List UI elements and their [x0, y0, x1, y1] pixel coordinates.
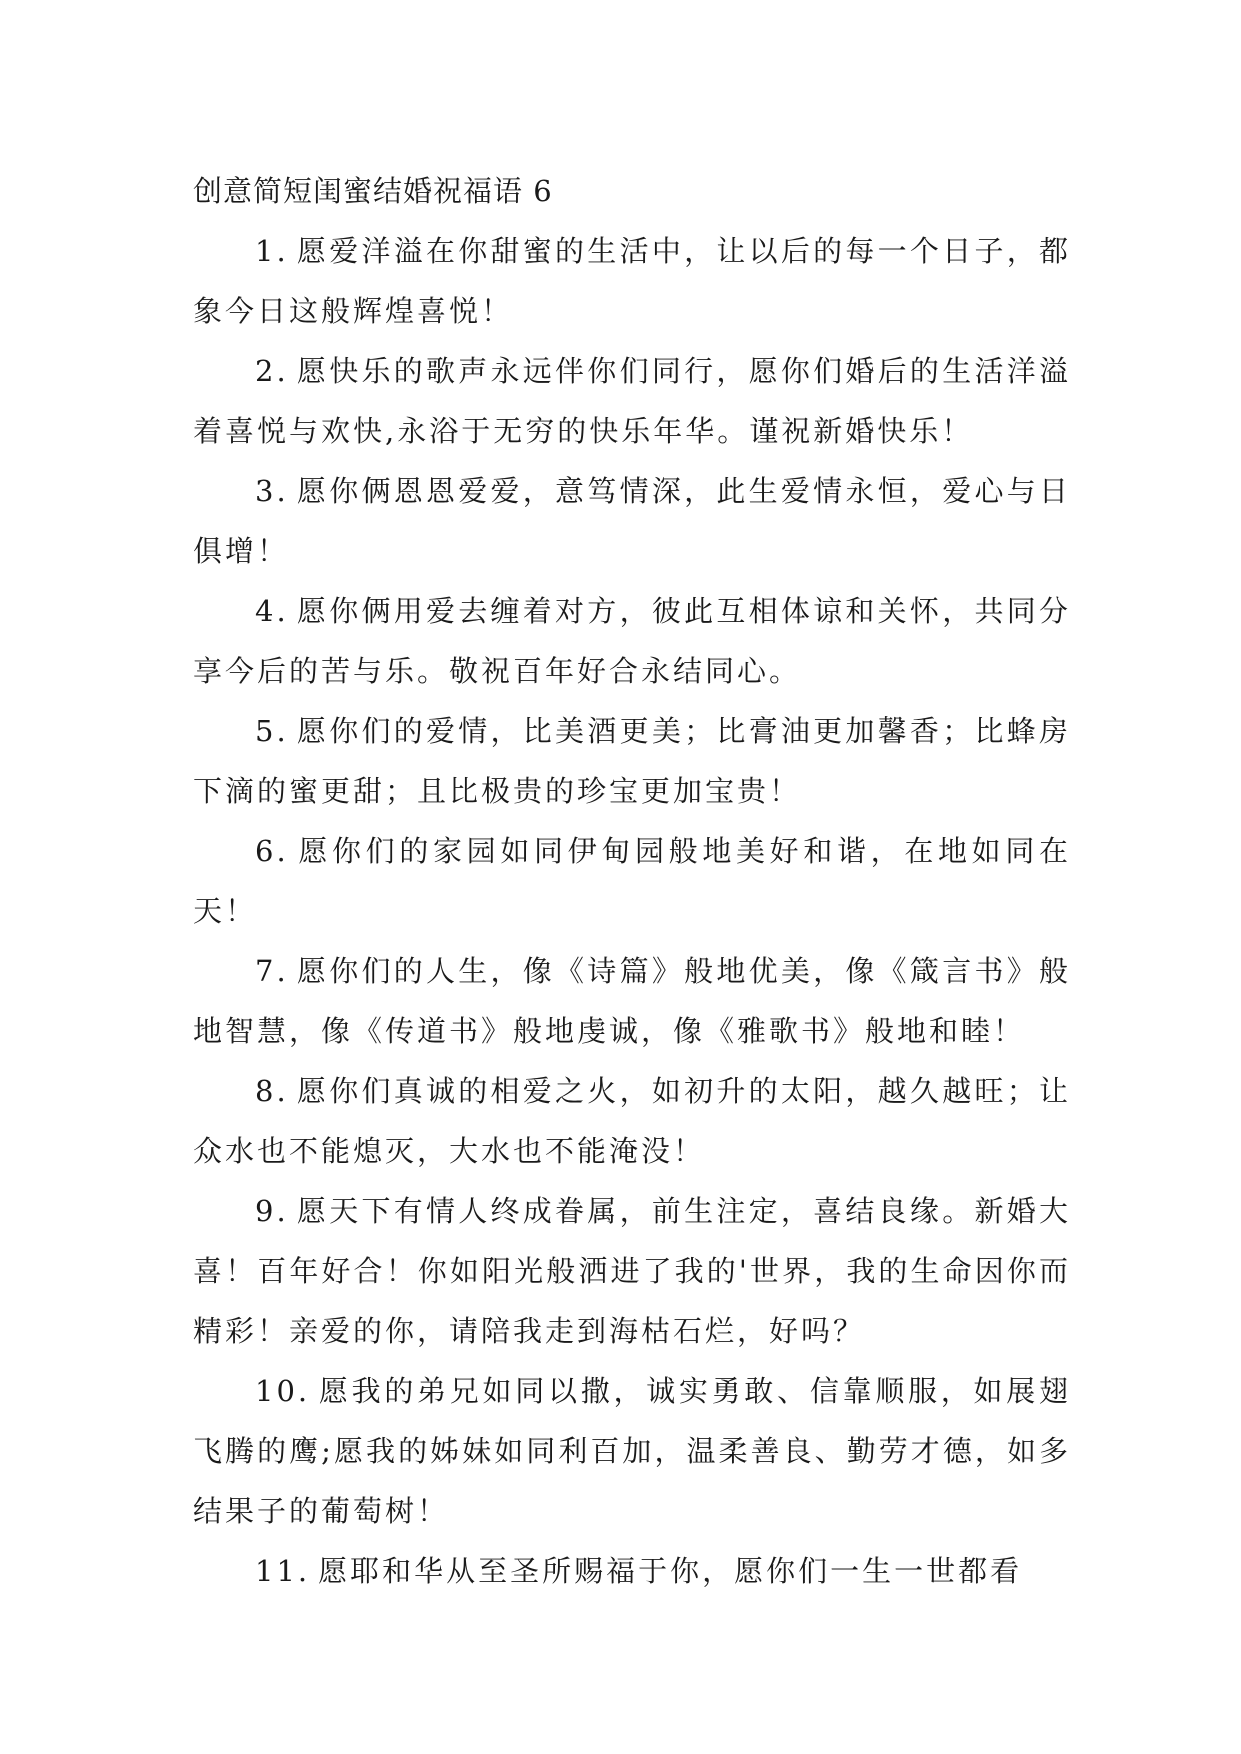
list-item	[193, 341, 1071, 461]
item-text: 愿耶和华从至圣所赐福于你，愿你们一生一世都看	[318, 1554, 1023, 1588]
item-text: 愿快乐的歌声永远伴你们同行，愿你们婚后的生活洋溢着喜悦与欢快,永浴于无穷的快乐年华。谨祝新婚快乐！	[193, 354, 1071, 448]
item-number: 4.	[255, 594, 289, 628]
item-number: 8.	[255, 1074, 289, 1108]
list-item	[193, 701, 1071, 821]
item-number: 1.	[255, 234, 289, 268]
list-item	[193, 1541, 1071, 1601]
list-item	[193, 221, 1071, 341]
item-number: 5.	[255, 714, 289, 748]
item-text: 愿你们真诚的相爱之火，如初升的太阳，越久越旺；让众水也不能熄灭，大水也不能淹没！	[193, 1074, 1071, 1168]
item-text: 愿爱洋溢在你甜蜜的生活中，让以后的每一个日子，都象今日这般辉煌喜悦！	[193, 234, 1071, 328]
list-item	[193, 461, 1071, 581]
list-item	[193, 941, 1071, 1061]
item-text: 愿我的弟兄如同以撒，诚实勇敢、信靠顺服，如展翅飞腾的鹰;愿我的姊妹如同利百加，温柔善良、勤劳才德，如多结果子的葡萄树！	[193, 1374, 1071, 1528]
item-number: 6.	[255, 834, 289, 868]
list-item	[193, 1361, 1071, 1541]
list-item	[193, 581, 1071, 701]
document-title: 创意简短闺蜜结婚祝福语 6	[193, 174, 553, 208]
list-item	[193, 821, 1071, 941]
item-number: 2.	[255, 354, 289, 388]
item-text: 愿你们的人生，像《诗篇》般地优美，像《箴言书》般地智慧，像《传道书》般地虔诚，像《雅歌书》般地和睦！	[193, 954, 1071, 1048]
item-text: 愿你俩用爱去缠着对方，彼此互相体谅和关怀，共同分享今后的苦与乐。敬祝百年好合永结同心。	[193, 594, 1071, 688]
item-text: 愿你们的爱情，比美酒更美；比膏油更加馨香；比蜂房下滴的蜜更甜；且比极贵的珍宝更加宝贵！	[193, 714, 1071, 808]
item-number: 3.	[255, 474, 289, 508]
item-text: 愿你俩恩恩爱爱，意笃情深，此生爱情永恒，爱心与日俱增！	[193, 474, 1071, 568]
list-item	[193, 1181, 1071, 1361]
item-number: 7.	[255, 954, 289, 988]
item-text: 愿天下有情人终成眷属，前生注定，喜结良缘。新婚大喜！百年好合！你如阳光般洒进了我的'世界，我的生命因你而精彩！亲爱的你，请陪我走到海枯石烂，好吗？	[193, 1194, 1071, 1348]
item-number: 11.	[255, 1554, 311, 1588]
item-number: 9.	[255, 1194, 289, 1228]
item-text: 愿你们的家园如同伊甸园般地美好和谐，在地如同在天！	[193, 834, 1071, 928]
list-item	[193, 1061, 1071, 1181]
item-number: 10.	[255, 1374, 311, 1408]
